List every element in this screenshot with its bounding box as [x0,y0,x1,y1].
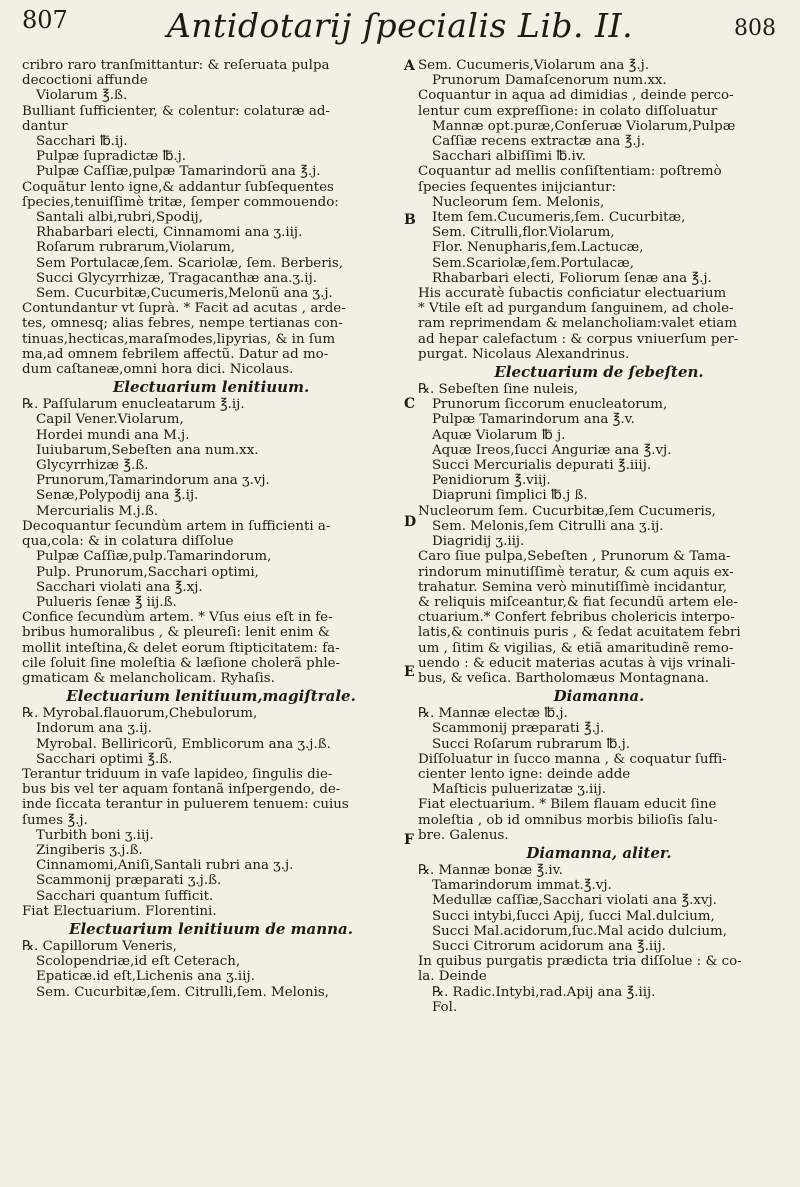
text-line: Iuiubarum,Sebeſten ana num.xx. [36,442,259,458]
text-line: Rhabarbari electi, Cinnamomi ana ʒ.iij. [36,225,303,241]
text-line: Cinnamomi,Aniſi,Santali rubri ana ʒ.j. [36,858,294,874]
text-line: Scammonij præparati ℥.j. [432,721,605,737]
text-line: Turbith boni ʒ.iij. [36,827,154,843]
text-line: Senæ,Polypodij ana ℥.ij. [36,488,199,504]
text-line: ℞. Mannæ electæ ℔.j. [418,706,568,722]
text-line: Decoquantur ſecundùm artem in ſufficienti a- [22,518,331,534]
text-line: tes, omnesq; alias febres, nempe tertianas con- [22,316,343,332]
section-heading: Electuarium de ſebeſten. [494,363,704,382]
text-line: Scolopendriæ,id eſt Ceterach, [36,954,241,970]
text-line: Flor. Nenupharis,ſem.Lactucæ, [432,240,644,256]
text-line: Roſarum rubrarum,Violarum, [36,240,236,256]
page-header [0,0,800,60]
text-line: mollit inteſtina,& delet eorum ſtipticitatem: fa- [22,640,340,656]
text-line: Sem.Scariolæ,ſem.Portulacæ, [432,255,634,271]
text-line: Epaticæ.id eſt,Lichenis ana ʒ.iij. [36,969,255,985]
text-line: Item ſem.Cucumeris,ſem. Cucurbitæ, [432,210,686,226]
text-line: ℞. Sebeſten ſine nuleis, [418,382,579,398]
text-line: His accuratè ſubactis conficiatur electuarium [418,286,727,302]
text-line: ſpecies,tenuiſſimè tritæ, ſemper commouendo: [22,194,339,210]
text-line: Succi Citrorum acidorum ana ℥.iij. [432,938,666,954]
text-line: ſpecies ſequentes inijciantur: [418,179,616,195]
text-line: bus bis vel ter aquam fontanã inſpergendo, de- [22,782,341,798]
text-line: Sacchari albiſſimi ℔.iv. [432,149,586,165]
text-line: purgat. Nicolaus Alexandrinus. [418,346,630,362]
text-line: Prunorum,Tamarindorum ana ʒ.vj. [36,473,270,489]
text-line: Hordei mundi ana M.j. [36,427,190,443]
text-line: Sacchari ℔.ij. [36,134,128,150]
text-line: bre. Galenus. [418,827,509,843]
text-line: ℞. Capillorum Veneris, [22,938,177,954]
text-line: & reliquis miſceantur,& fiat ſecundũ artem ele- [418,594,738,610]
text-line: Indorum ana ʒ.ij. [36,721,152,737]
text-line: Scammonij præparati ʒ.j.ß. [36,873,222,889]
text-line: Sacchari violati ana ℥.xj. [36,579,203,595]
margin-letter-c: C [404,396,416,412]
text-line: Sem. Cucurbitæ,Cucumeris,Melonũ ana ʒ.j. [36,286,333,302]
text-line: ſumes ℥.j. [22,812,88,828]
text-line: Tamarindorum immat.℥.vj. [432,878,612,894]
text-line: Terantur triduum in vaſe lapideo, ſingulis die- [22,766,333,782]
text-line: Zingiberis ʒ.j.ß. [36,842,143,858]
text-line: Pulpæ ſupradictæ ℔.j. [36,149,187,165]
page-number-left: 807 [22,6,68,34]
text-line: In quibus purgatis prædicta tria diſſolue : & co- [418,954,742,970]
text-line: Fol. [432,999,458,1015]
text-line: ℞. Paſſularum enucleatarum ℥.ij. [22,397,245,413]
text-line: Prunorum ſiccorum enucleatorum, [432,397,668,413]
text-line: Medullæ caſſiæ,Sacchari violati ana ℥.xvj. [432,893,717,909]
text-line: Nucleorum ſem. Cucurbitæ,ſem Cucumeris, [418,503,716,519]
text-line: Penidiorum ℥.viij. [432,473,551,489]
text-line: Diapruni ſimplici ℔.j ß. [432,488,588,504]
text-line: * Vtile eſt ad purgandum ſanguinem, ad chole- [418,301,734,317]
text-line: uendo : & educit materias acutas à vijs vrinali- [418,655,736,671]
text-line: Fiat Electuarium. Florentini. [22,903,217,919]
text-line: dum caſtaneæ,omni hora dici. Nicolaus. [22,362,294,378]
text-line: Sem. Melonis,ſem Citrulli ana ʒ.ij. [432,518,664,534]
text-line: Contundantur vt ſuprà. * Facit ad acutas , arde- [22,301,346,317]
text-line: Rhabarbari electi, Foliorum ſenæ ana ℥.j. [432,270,712,286]
text-line: la. Deinde [418,969,487,985]
text-line: tinuas,hecticas,maraſmodes,lipyrias, & in ſum [22,331,336,347]
text-line: Sem. Cucurbitæ,ſem. Citrulli,ſem. Melonis, [36,984,330,1000]
text-line: Sem Portulacæ,ſem. Scariolæ, ſem. Berberis, [36,255,344,271]
text-line: Coquãtur lento igne,& addantur ſubſequentes [22,179,334,195]
text-line: ctuarium.* Confert febribus cholericis interpo- [418,610,735,626]
text-line: qua,cola: & in colatura diſſolue [22,534,234,550]
text-line: Santali albi,rubri,Spodij, [36,210,203,226]
text-line: Maſticis puluerizatæ ʒ.iij. [432,782,606,798]
text-line: decoctioni affunde [22,73,148,89]
text-line: Mannæ opt.puræ,Conſeruæ Violarum,Pulpæ [432,118,736,134]
section-heading: Electuarium lenitiuum,magiſtrale. [66,687,356,706]
text-line: Pulpæ Tamarindorum ana ℥.v. [432,412,635,428]
text-line: latis,& continuis puris , & ſedat acuitatem febri [418,625,741,641]
margin-letter-a: A [404,58,415,74]
text-line: trahatur. Semina verò minutiſſimè incidantur, [418,579,727,595]
margin-letter-b: B [404,212,416,228]
text-line: ram reprimendam & melancholiam:valet etiam [418,316,737,332]
text-line: Pulp. Prunorum,Sacchari optimi, [36,564,259,580]
text-line: bribus humoralibus , & pleureſi: lenit enim & [22,625,330,641]
text-line: rindorum minutiſſimè teratur, & cum aquis ex- [418,564,734,580]
text-line: Succi Glycyrrhizæ, Tragacanthæ ana.ʒ.ij. [36,270,317,286]
text-line: Bulliant ſufficienter, & colentur: colaturæ ad- [22,103,330,119]
text-line: dantur [22,118,68,134]
text-line: Prunorum Damaſcenorum num.xx. [432,73,667,89]
text-line: um , ſitim & vigilias, & etiã amaritudinẽ remo- [418,640,734,656]
section-heading: Diamanna. [553,687,645,706]
page-number-right: 808 [734,16,776,41]
text-line: gmaticam & melancholicam. Ryhaſis. [22,670,275,686]
running-title: Antidotarij ſpecialis Lib. II. [166,6,634,45]
text-line: Sacchari quantum ſufficit. [36,888,214,904]
text-line: Pulueris ſenæ ℥ iij.ß. [36,594,177,610]
text-line: Pulpæ Caſſiæ,pulp.Tamarindorum, [36,549,272,565]
text-line: Pulpæ Caſſiæ,pulpæ Tamarindorũ ana ℥.j. [36,164,321,180]
text-line: Glycyrrhizæ ℥.ß. [36,458,149,474]
text-line: Diagridij ʒ.iij. [432,534,525,550]
section-heading: Electuarium lenitiuum de manna. [69,919,353,938]
text-line: lentur cum expreſſione: in colato diſſoluatur [418,103,718,119]
text-line: Coquantur in aqua ad dimidias , deinde perco- [418,88,734,104]
text-line: Caſſiæ recens extractæ ana ℥.j. [432,134,645,150]
text-line: Succi Mercurialis depurati ℥.iiij. [432,458,652,474]
text-line: Succi Roſarum rubrarum ℔.j. [432,736,630,752]
text-line: Caro ſiue pulpa,Sebeſten , Prunorum & Tama- [418,549,731,565]
left-column [22,58,400,1000]
text-line: Succi Mal.acidorum,ſuc.Mal acido dulcium, [432,923,728,939]
section-heading: Electuarium lenitiuum. [112,378,310,397]
text-line: ℞. Myrobal.flauorum,Chebulorum, [22,706,258,722]
section-heading: Diamanna, aliter. [526,843,672,862]
margin-letter-d: D [404,514,417,530]
text-line: ℞. Radic.Intybi,rad.Apij ana ℥.iij. [432,984,656,1000]
text-line: Mercurialis M.j.ß. [36,503,159,519]
text-line: cile ſoluit ſine moleſtia & læſione cholerã phle- [22,655,341,671]
text-line: Sem. Cucumeris,Violarum ana ℥.j. [418,58,650,73]
text-line: ℞. Mannæ bonæ ℥.iv. [418,862,563,878]
text-line: cienter lento igne: deinde adde [418,766,631,782]
text-line: Succi intybi,ſucci Apij, ſucci Mal.dulcium, [432,908,715,924]
text-line: Aquæ Ireos,ſucci Anguriæ ana ℥.vj. [432,442,672,458]
text-line: bus, & veſica. Bartholomæus Montagnana. [418,670,709,686]
text-line: Myrobal. Belliricorũ, Emblicorum ana ʒ.j.ß. [36,736,331,752]
text-line: ad hepar calefactum : & corpus vniuerſum per- [418,331,739,347]
text-line: Confice ſecundùm artem. * Vſus eius eſt in fe- [22,610,333,626]
text-line: ma,ad omnem febrilem affectũ. Datur ad mo- [22,346,329,362]
text-line: Capil Vener.Violarum, [36,412,184,428]
text-line: Fiat electuarium. * Bilem flauam educit ſine [418,797,717,813]
text-line: moleſtia , ob id omnibus morbis bilioſis ſalu- [418,812,718,828]
text-line: Diſſoluatur in ſucco manna , & coquatur ſuffi- [418,751,727,767]
text-line: cribro raro tranſmittantur: & reſeruata pulpa [22,58,330,73]
text-line: Coquantur ad mellis conſiſtentiam: poſtremò [418,164,722,180]
text-line: Sem. Citrulli,flor.Violarum, [432,225,615,241]
right-column [418,58,780,1015]
text-line: Violarum ℥.ß. [36,88,128,104]
text-line: Sacchari optimi ℥.ß. [36,751,173,767]
text-line: Aquæ Violarum ℔ j. [432,427,566,443]
text-line: inde ſiccata terantur in puluerem tenuem: cuius [22,797,349,813]
text-line: Nucleorum ſem. Melonis, [432,194,605,210]
margin-letter-e: E [404,664,415,680]
margin-letter-f: F [404,832,414,848]
